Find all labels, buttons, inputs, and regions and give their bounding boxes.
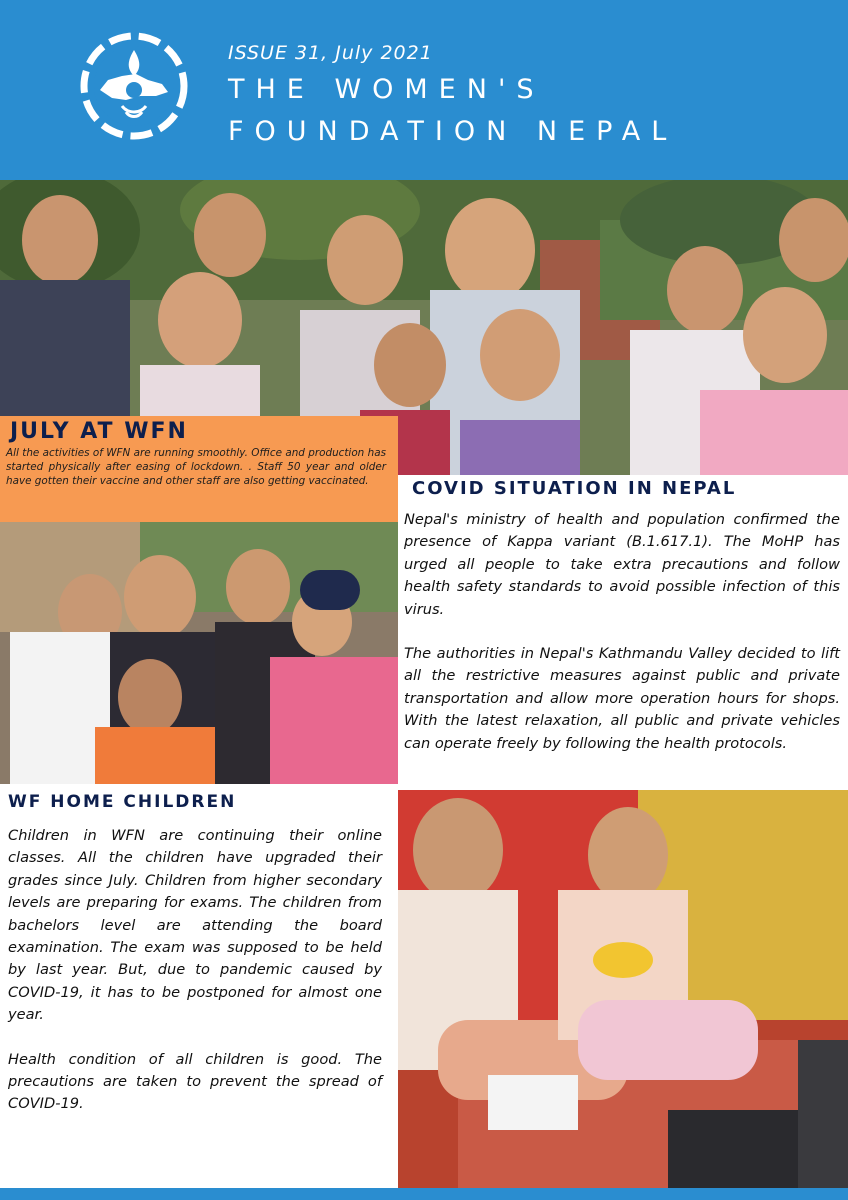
home-children-body bbox=[8, 825, 382, 1138]
issue-date: ISSUE 31, July 2021 bbox=[228, 42, 433, 64]
home-children-photo bbox=[0, 522, 398, 784]
footer-bar bbox=[0, 1188, 848, 1200]
home-paragraph: Children in WFN are continuing their online classes. All the children have upgraded their grades since July. Children from higher secondary levels are preparing for exams. The children from bachelors level are attending the board examination. The exam was supposed to be held by last year. But, due to pandemic caused by COVID-19, it has to be postponed for almost one year. bbox=[8, 827, 382, 1024]
covid-paragraph: The authorities in Nepal's Kathmandu Valley decided to lift all the restrictive measures against public and private transportation and allow more operation hours for shops. With the latest relaxation, all public and private vehicles can operate freely by following the health protocols. bbox=[404, 645, 840, 752]
covid-section-body bbox=[404, 509, 840, 777]
wfn-logo-icon bbox=[78, 30, 190, 142]
covid-paragraph: Nepal's ministry of health and population confirmed the presence of Kappa variant (B.1.617.1). The MoHP has urged all people to take extra precautions and follow health safety standards to avoid possible infection of this virus. bbox=[404, 511, 840, 618]
july-at-wfn-text: All the activities of WFN are running smoothly. Office and production has started physically after easing of lockdown. . Staff 50 year and older have gotten their vaccine and other staff are also getting vaccinated. bbox=[6, 447, 386, 487]
home-paragraph: Health condition of all children is good. The precautions are taken to prevent the spread of COVID-19. bbox=[8, 1050, 382, 1113]
july-at-wfn-title: JULY AT WFN bbox=[10, 419, 188, 444]
home-children-title: WF HOME CHILDREN bbox=[8, 792, 237, 812]
newsletter-header bbox=[0, 0, 848, 180]
covid-section-title: COVID SITUATION IN NEPAL bbox=[412, 478, 737, 499]
july-at-wfn-box bbox=[0, 416, 398, 522]
online-class-photo bbox=[398, 790, 848, 1188]
page-title-line-1: THE WOMEN'S bbox=[228, 74, 545, 105]
page-title-line-2: FOUNDATION NEPAL bbox=[228, 116, 678, 147]
